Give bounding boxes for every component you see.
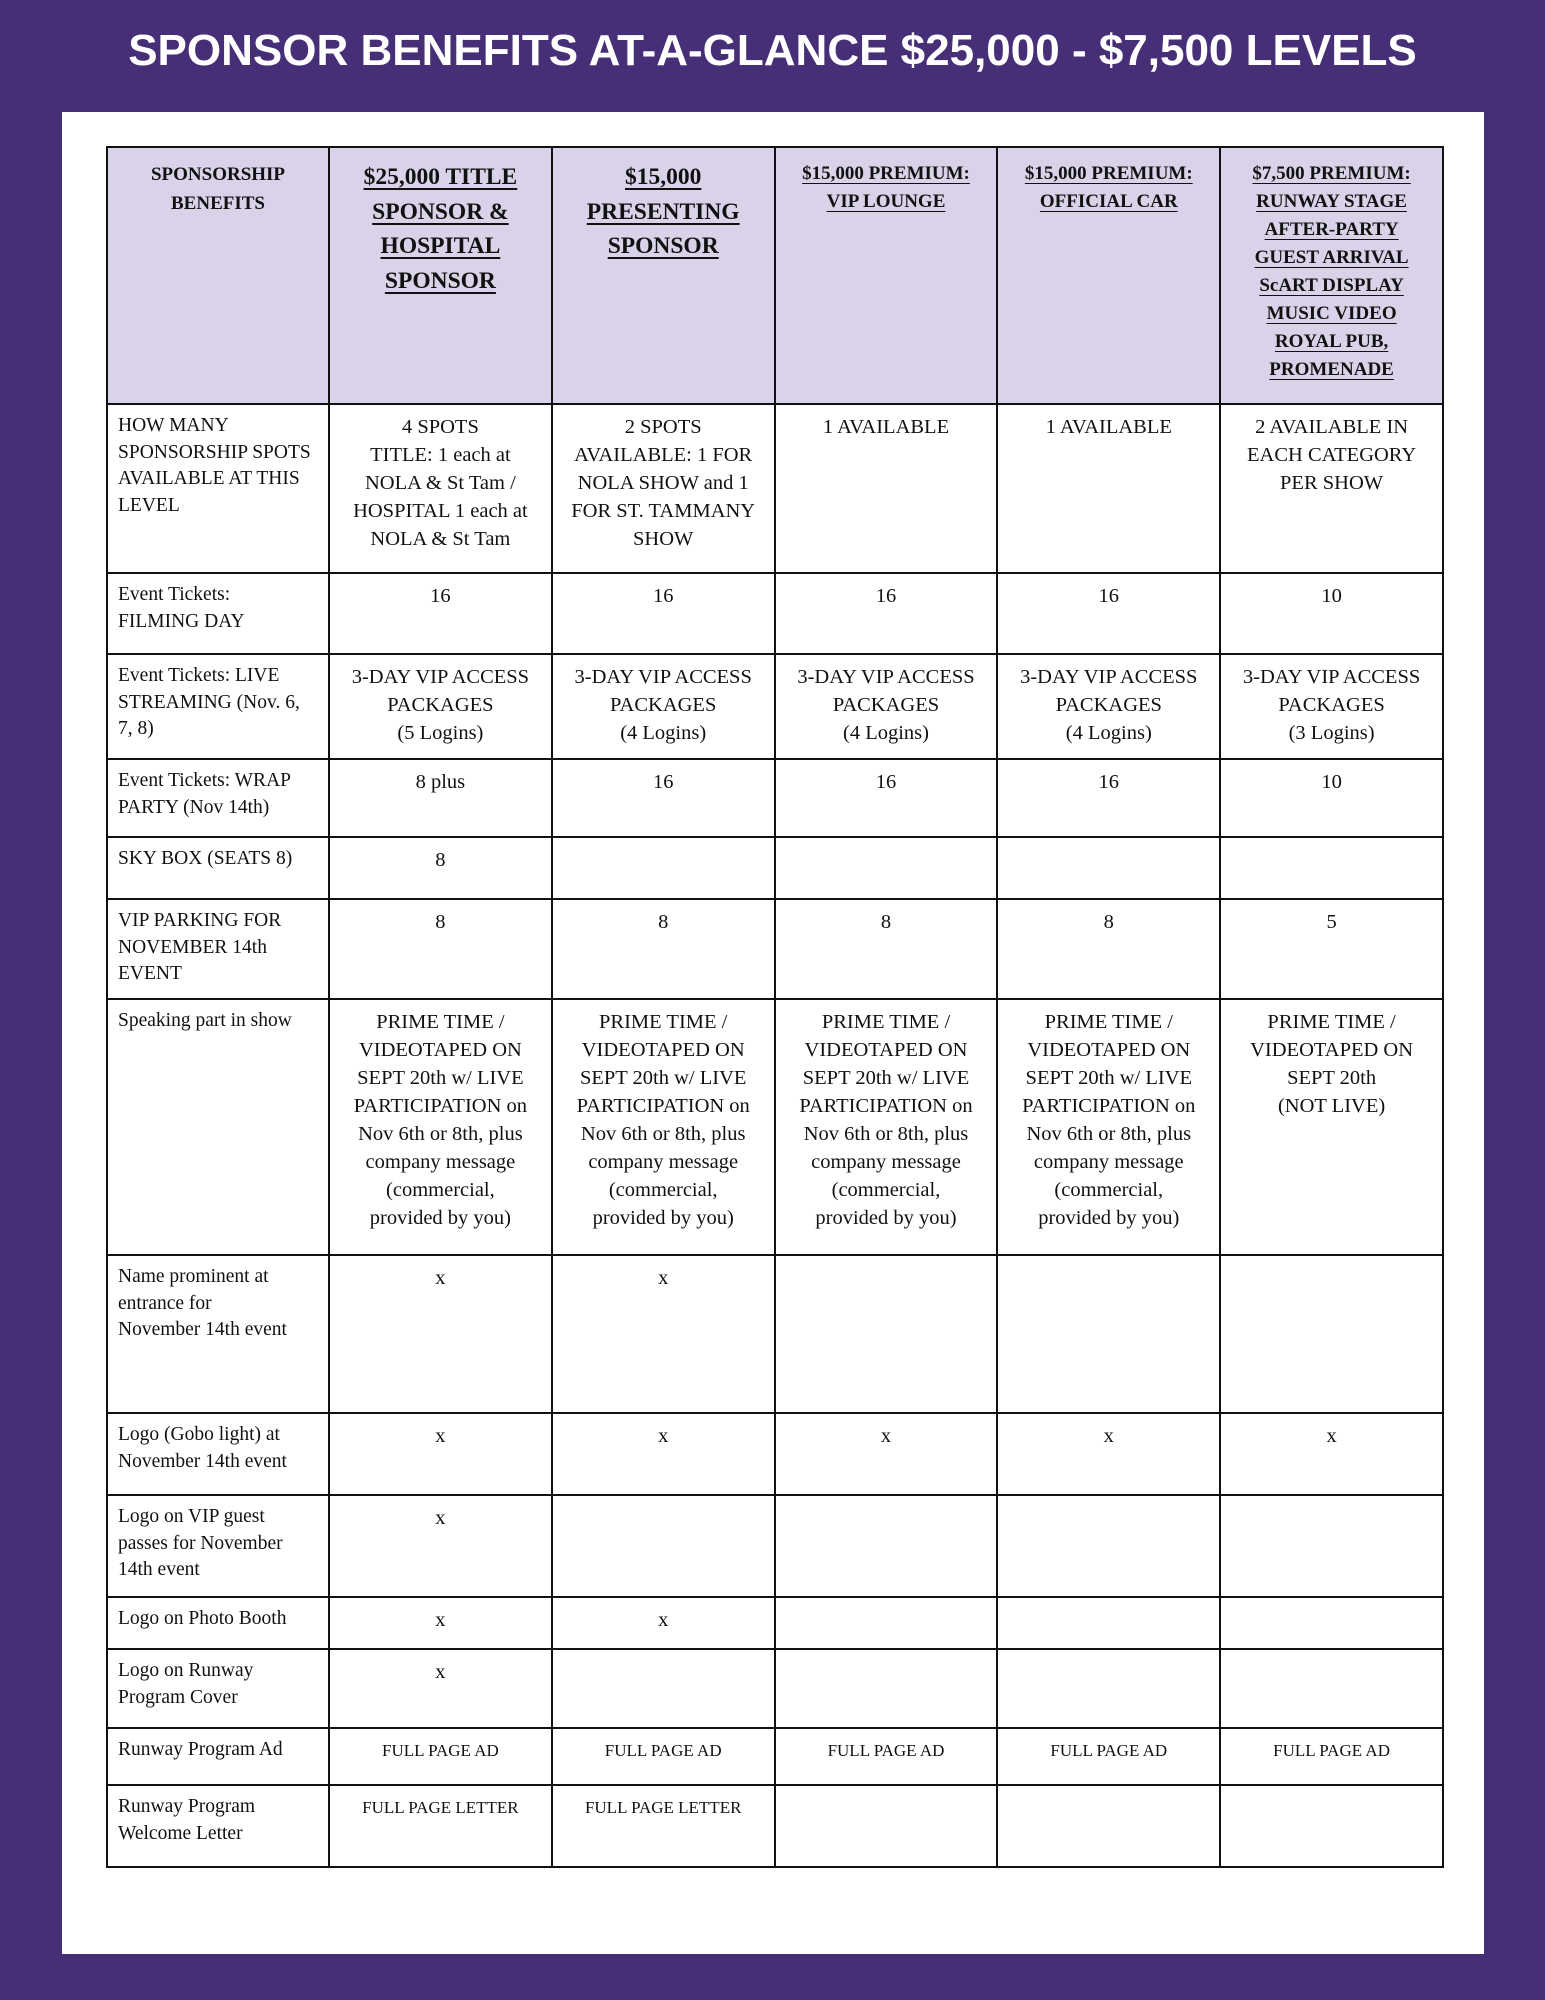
benefit-cell-line: PARTICIPATION on xyxy=(1022,1095,1196,1117)
benefit-cell-line: provided by you) xyxy=(592,1207,734,1229)
benefit-cell-line: x xyxy=(435,1267,446,1289)
header-line: PROMENADE xyxy=(1269,359,1394,380)
benefit-label-line: entrance for xyxy=(118,1292,212,1314)
benefit-cell-line: 3-DAY VIP ACCESS xyxy=(574,666,752,688)
benefit-cell xyxy=(1220,999,1443,1255)
benefit-label-line: AVAILABLE AT THIS xyxy=(118,468,300,489)
benefit-cell xyxy=(775,1728,998,1785)
benefit-label-line: SPONSORSHIP SPOTS xyxy=(118,441,311,463)
benefit-cell xyxy=(1220,404,1443,573)
table-row xyxy=(107,404,1443,573)
benefit-cell xyxy=(997,999,1220,1255)
header-line: SPONSOR xyxy=(384,267,496,294)
benefit-cell xyxy=(1220,1495,1443,1597)
benefit-cell xyxy=(997,1413,1220,1495)
benefit-label xyxy=(107,1728,329,1785)
benefit-cell-line: x xyxy=(1326,1425,1337,1447)
table-row xyxy=(107,837,1443,899)
benefit-cell xyxy=(775,1597,998,1649)
benefit-cell-line: 4 SPOTS xyxy=(401,416,479,438)
benefit-label xyxy=(107,1495,329,1597)
benefit-cell-line: 16 xyxy=(652,771,674,793)
benefit-cell xyxy=(329,837,552,899)
benefit-cell-line: PACKAGES xyxy=(832,694,940,716)
table-row xyxy=(107,1495,1443,1597)
benefit-cell-line: 1 AVAILABLE xyxy=(822,416,950,438)
benefit-cell-line: x xyxy=(658,1267,669,1289)
benefit-cell xyxy=(775,1255,998,1413)
header-line: $15,000 PREMIUM: xyxy=(1024,163,1193,184)
benefit-label-line: 7, 8) xyxy=(118,718,154,739)
benefit-cell-line: Nov 6th or 8th, plus xyxy=(358,1123,523,1145)
benefit-cell xyxy=(552,1413,775,1495)
benefit-cell-line: FULL PAGE AD xyxy=(1273,1741,1390,1760)
page-title: SPONSOR BENEFITS AT-A-GLANCE $25,000 - $7,500 LEVELS xyxy=(128,26,1417,75)
benefit-cell-line: 10 xyxy=(1321,771,1342,793)
benefit-cell xyxy=(775,999,998,1255)
benefit-cell-line: x xyxy=(435,1661,446,1683)
benefit-cell-line: 2 SPOTS xyxy=(624,416,702,438)
benefit-cell-line: 1 AVAILABLE xyxy=(1045,416,1172,438)
benefit-cell xyxy=(775,404,998,573)
benefit-cell-line: PRIME TIME / xyxy=(1267,1011,1396,1033)
benefit-cell-line: (4 Logins) xyxy=(620,722,707,744)
benefit-cell-line: PRIME TIME / xyxy=(1044,1011,1173,1033)
benefit-label-line: Event Tickets: LIVE xyxy=(118,665,280,686)
benefit-cell xyxy=(1220,899,1443,999)
benefit-label xyxy=(107,899,329,999)
benefit-cell-line: Nov 6th or 8th, plus xyxy=(580,1123,746,1145)
benefit-cell-line: FULL PAGE AD xyxy=(827,1741,945,1760)
benefit-cell xyxy=(997,1785,1220,1867)
benefit-cell-line: (commercial, xyxy=(831,1179,941,1201)
benefit-cell xyxy=(997,837,1220,899)
benefit-cell-line: PARTICIPATION on xyxy=(353,1095,528,1117)
benefit-cell xyxy=(775,1649,998,1728)
sponsor-benefits-table xyxy=(106,146,1444,1868)
benefit-cell-line: NOLA SHOW and 1 xyxy=(577,472,749,494)
benefit-cell-line: x xyxy=(880,1425,892,1447)
benefit-cell xyxy=(329,1649,552,1728)
benefit-cell xyxy=(329,1255,552,1413)
benefit-cell xyxy=(1220,1597,1443,1649)
benefit-cell-line: SHOW xyxy=(633,528,694,550)
benefit-cell xyxy=(997,1255,1220,1413)
header-line: ROYAL PUB, xyxy=(1274,331,1389,352)
header-line: GUEST ARRIVAL xyxy=(1254,247,1409,268)
benefit-cell-line: 8 xyxy=(880,911,892,933)
benefit-label xyxy=(107,1597,329,1649)
benefit-label-line: Logo (Gobo light) at xyxy=(118,1424,280,1445)
benefit-label-line: PARTY (Nov 14th) xyxy=(118,796,270,818)
benefit-label-line: HOW MANY xyxy=(118,415,229,436)
benefit-cell xyxy=(552,404,775,573)
benefit-cell-line: x xyxy=(1103,1425,1114,1447)
benefit-cell xyxy=(775,1413,998,1495)
benefit-cell-line: PACKAGES xyxy=(1278,694,1385,716)
benefit-cell-line: (4 Logins) xyxy=(1065,722,1152,744)
benefit-cell xyxy=(1220,1413,1443,1495)
header-line: HOSPITAL xyxy=(380,233,501,259)
benefit-cell xyxy=(1220,1785,1443,1867)
table-row xyxy=(107,654,1443,759)
benefit-cell-line: 10 xyxy=(1321,585,1342,607)
benefit-cell xyxy=(552,1495,775,1597)
benefit-cell-line: 8 xyxy=(435,911,446,933)
benefit-label xyxy=(107,837,329,899)
header-line: $15,000 PREMIUM: xyxy=(802,163,970,184)
benefit-cell xyxy=(329,759,552,837)
benefit-cell-line: VIDEOTAPED ON xyxy=(1027,1039,1191,1061)
table-row xyxy=(107,1255,1443,1413)
benefit-cell-line: 8 xyxy=(1103,911,1114,933)
benefit-cell xyxy=(997,899,1220,999)
header-line: $15,000 xyxy=(625,164,702,190)
benefit-cell xyxy=(329,899,552,999)
benefit-cell xyxy=(329,1597,552,1649)
benefit-cell xyxy=(329,1785,552,1867)
benefit-label-line: Logo on VIP guest xyxy=(118,1506,265,1527)
benefit-cell-line: SEPT 20th w/ LIVE xyxy=(1025,1067,1193,1089)
benefit-cell xyxy=(997,1495,1220,1597)
benefit-cell-line: (5 Logins) xyxy=(397,722,484,744)
benefit-cell-line: 16 xyxy=(652,585,674,607)
benefit-cell xyxy=(552,837,775,899)
benefit-cell xyxy=(1220,1649,1443,1728)
header-row xyxy=(107,147,1443,404)
benefit-cell-line: FULL PAGE AD xyxy=(1050,1741,1168,1760)
benefit-label-line: FILMING DAY xyxy=(118,610,245,632)
benefit-label-line: NOVEMBER 14th xyxy=(118,936,267,958)
header-line: ScART DISPLAY xyxy=(1259,275,1404,296)
benefit-cell-line: FULL PAGE AD xyxy=(604,1741,722,1760)
benefit-label-line: 14th event xyxy=(118,1559,200,1580)
benefit-label-line: Welcome Letter xyxy=(118,1822,243,1844)
benefit-cell xyxy=(775,1785,998,1867)
header-line: PRESENTING xyxy=(586,198,740,225)
benefit-cell-line: Nov 6th or 8th, plus xyxy=(803,1123,969,1145)
benefit-cell-line: SEPT 20th w/ LIVE xyxy=(579,1067,747,1089)
benefit-cell-line: 3-DAY VIP ACCESS xyxy=(1020,666,1198,688)
benefit-label-line: Runway Program xyxy=(118,1796,256,1817)
benefit-cell-line: x xyxy=(435,1609,446,1631)
benefit-cell-line: 8 xyxy=(435,849,446,871)
benefit-cell-line: PRIME TIME / xyxy=(599,1011,728,1033)
benefit-cell-line: (commercial, xyxy=(1054,1179,1164,1201)
benefit-cell xyxy=(552,1649,775,1728)
benefit-cell-line: x xyxy=(435,1425,446,1447)
benefit-cell xyxy=(329,1413,552,1495)
benefit-label-line: Name prominent at xyxy=(118,1266,269,1287)
benefit-cell xyxy=(329,573,552,654)
benefit-cell xyxy=(997,654,1220,759)
benefit-cell xyxy=(775,759,998,837)
benefit-label-line: November 14th event xyxy=(118,1450,287,1472)
benefit-cell-line: 16 xyxy=(875,771,897,793)
table-row xyxy=(107,1785,1443,1867)
benefit-cell-line: FULL PAGE AD xyxy=(381,1741,499,1760)
header-presenting-sponsor xyxy=(552,147,775,404)
benefit-label-line: Runway Program Ad xyxy=(118,1739,283,1760)
benefit-cell xyxy=(775,654,998,759)
benefit-cell xyxy=(997,759,1220,837)
header-line: OFFICIAL CAR xyxy=(1039,191,1178,212)
benefit-cell xyxy=(552,899,775,999)
benefit-cell-line: PACKAGES xyxy=(610,694,717,716)
benefit-cell-line: TITLE: 1 each at xyxy=(370,444,511,466)
benefit-cell-line: (NOT LIVE) xyxy=(1277,1095,1386,1117)
benefit-cell xyxy=(775,1495,998,1597)
benefit-cell xyxy=(552,1785,775,1867)
benefit-cell xyxy=(329,999,552,1255)
benefit-cell-line: FOR ST. TAMMANY xyxy=(571,500,756,522)
header-official-car xyxy=(997,147,1220,404)
benefit-cell-line: VIDEOTAPED ON xyxy=(358,1039,522,1061)
benefit-cell-line: SEPT 20th xyxy=(1287,1067,1377,1089)
benefit-cell xyxy=(775,899,998,999)
benefit-cell xyxy=(997,1649,1220,1728)
table-row xyxy=(107,1597,1443,1649)
benefit-cell-line: FULL PAGE LETTER xyxy=(362,1798,519,1817)
benefit-label-line: STREAMING (Nov. 6, xyxy=(118,691,300,713)
table-row xyxy=(107,899,1443,999)
benefit-cell-line: 8 plus xyxy=(415,771,466,793)
benefit-cell-line: PRIME TIME / xyxy=(376,1011,505,1033)
benefit-cell-line: HOSPITAL 1 each at xyxy=(353,500,528,522)
benefit-cell-line: 3-DAY VIP ACCESS xyxy=(1242,666,1421,688)
table-row xyxy=(107,999,1443,1255)
benefit-cell xyxy=(1220,837,1443,899)
benefit-label-line: EVENT xyxy=(118,963,182,984)
benefit-cell xyxy=(329,1728,552,1785)
benefit-cell-line: PRIME TIME / xyxy=(821,1011,951,1033)
benefit-label xyxy=(107,999,329,1255)
benefit-label-line: Logo on Photo Booth xyxy=(118,1608,287,1629)
header-title-hospital-sponsor xyxy=(329,147,552,404)
benefit-cell-line: 16 xyxy=(875,585,897,607)
benefit-cell xyxy=(997,573,1220,654)
header-line: SPONSOR & xyxy=(372,198,509,225)
benefit-cell-line: (3 Logins) xyxy=(1288,722,1375,744)
benefit-cell-line: (4 Logins) xyxy=(843,722,929,744)
benefit-cell-line: EACH CATEGORY xyxy=(1247,444,1417,466)
benefit-cell xyxy=(1220,759,1443,837)
benefit-cell-line: PER SHOW xyxy=(1280,472,1384,494)
table-body xyxy=(107,404,1443,1867)
benefit-cell-line: x xyxy=(435,1507,446,1529)
benefit-cell xyxy=(1220,573,1443,654)
benefit-cell xyxy=(552,759,775,837)
benefit-cell-line: Nov 6th or 8th, plus xyxy=(1026,1123,1192,1145)
benefit-cell xyxy=(552,1728,775,1785)
benefit-label-line: November 14th event xyxy=(118,1319,287,1340)
benefit-cell xyxy=(329,1495,552,1597)
table-row xyxy=(107,759,1443,837)
benefit-cell-line: VIDEOTAPED ON xyxy=(804,1039,968,1061)
benefit-cell-line: provided by you) xyxy=(369,1207,511,1229)
benefit-cell-line: 3-DAY VIP ACCESS xyxy=(351,666,530,688)
benefit-cell xyxy=(997,1597,1220,1649)
benefit-cell xyxy=(775,573,998,654)
benefit-cell-line: VIDEOTAPED ON xyxy=(581,1039,745,1061)
benefit-label-line: Logo on Runway xyxy=(118,1660,254,1681)
benefit-cell-line: company message xyxy=(811,1151,961,1173)
benefit-cell xyxy=(552,573,775,654)
benefit-cell xyxy=(552,1597,775,1649)
benefit-label xyxy=(107,1649,329,1728)
header-line: $25,000 TITLE xyxy=(363,164,518,190)
header-line: RUNWAY STAGE xyxy=(1256,191,1407,212)
benefit-cell-line: provided by you) xyxy=(1038,1207,1180,1229)
benefit-cell xyxy=(329,654,552,759)
header-line: BENEFITS xyxy=(171,193,265,214)
benefit-cell xyxy=(1220,1255,1443,1413)
benefit-cell xyxy=(552,1255,775,1413)
benefit-label-line: Event Tickets: xyxy=(118,584,231,605)
benefit-cell-line: provided by you) xyxy=(815,1207,957,1229)
benefit-cell-line: company message xyxy=(588,1151,739,1173)
header-line: MUSIC VIDEO xyxy=(1266,303,1397,324)
benefit-cell xyxy=(1220,1728,1443,1785)
benefit-cell-line: PACKAGES xyxy=(1055,694,1162,716)
benefit-label xyxy=(107,654,329,759)
benefit-cell-line: (commercial, xyxy=(608,1179,718,1201)
benefit-label xyxy=(107,1785,329,1867)
benefit-cell-line: NOLA & St Tam xyxy=(370,528,511,550)
table-row xyxy=(107,573,1443,654)
benefit-cell-line: VIDEOTAPED ON xyxy=(1250,1039,1414,1061)
benefits-sheet xyxy=(62,112,1484,1954)
benefit-cell-line: 16 xyxy=(430,585,451,607)
header-line: AFTER-PARTY xyxy=(1264,219,1399,240)
table-row xyxy=(107,1649,1443,1728)
benefit-cell-line: 16 xyxy=(1098,771,1120,793)
benefit-label xyxy=(107,404,329,573)
header-line: $7,500 PREMIUM: xyxy=(1252,163,1411,184)
benefit-cell-line: company message xyxy=(1033,1151,1184,1173)
benefit-label xyxy=(107,1255,329,1413)
benefit-cell xyxy=(997,1728,1220,1785)
benefit-label xyxy=(107,573,329,654)
header-7500-premium xyxy=(1220,147,1443,404)
benefit-cell-line: x xyxy=(658,1425,669,1447)
benefit-cell xyxy=(775,837,998,899)
benefit-cell-line: AVAILABLE: 1 FOR xyxy=(574,444,753,466)
benefit-label-line: passes for November xyxy=(118,1532,283,1554)
header-line: SPONSOR xyxy=(607,233,719,259)
benefit-cell xyxy=(997,404,1220,573)
benefit-cell xyxy=(552,999,775,1255)
header-sponsorship-benefits xyxy=(107,147,329,404)
benefit-label-line: Program Cover xyxy=(118,1686,238,1708)
header-line: SPONSORSHIP xyxy=(150,164,286,185)
benefit-cell-line: company message xyxy=(365,1151,516,1173)
benefit-label xyxy=(107,759,329,837)
benefit-cell xyxy=(552,654,775,759)
table-row xyxy=(107,1413,1443,1495)
benefit-cell-line: SEPT 20th w/ LIVE xyxy=(802,1067,970,1089)
benefit-cell-line: x xyxy=(658,1609,669,1631)
benefit-cell-line: 8 xyxy=(658,911,669,933)
benefit-label-line: SKY BOX (SEATS 8) xyxy=(118,848,293,869)
benefit-cell-line: 3-DAY VIP ACCESS xyxy=(797,666,975,688)
benefit-cell-line: PARTICIPATION on xyxy=(799,1095,973,1117)
benefit-cell-line: PACKAGES xyxy=(387,694,494,716)
benefit-cell-line: SEPT 20th w/ LIVE xyxy=(357,1067,524,1089)
benefit-cell-line: 16 xyxy=(1098,585,1120,607)
table-row xyxy=(107,1728,1443,1785)
benefit-cell-line: 5 xyxy=(1326,911,1337,933)
benefit-cell xyxy=(329,404,552,573)
benefit-cell-line: FULL PAGE LETTER xyxy=(584,1798,742,1817)
header-line: VIP LOUNGE xyxy=(826,191,946,212)
benefit-label-line: Event Tickets: WRAP xyxy=(118,770,291,791)
benefit-label-line: VIP PARKING FOR xyxy=(118,910,282,931)
header-vip-lounge xyxy=(775,147,998,404)
benefit-cell-line: 2 AVAILABLE IN xyxy=(1255,416,1409,438)
benefit-label-line: Speaking part in show xyxy=(118,1010,292,1031)
benefit-cell xyxy=(1220,654,1443,759)
benefit-cell-line: NOLA & St Tam / xyxy=(364,472,516,494)
benefit-cell-line: PARTICIPATION on xyxy=(576,1095,750,1117)
benefit-cell-line: (commercial, xyxy=(386,1179,495,1201)
benefit-label xyxy=(107,1413,329,1495)
benefit-label-line: LEVEL xyxy=(118,494,180,516)
